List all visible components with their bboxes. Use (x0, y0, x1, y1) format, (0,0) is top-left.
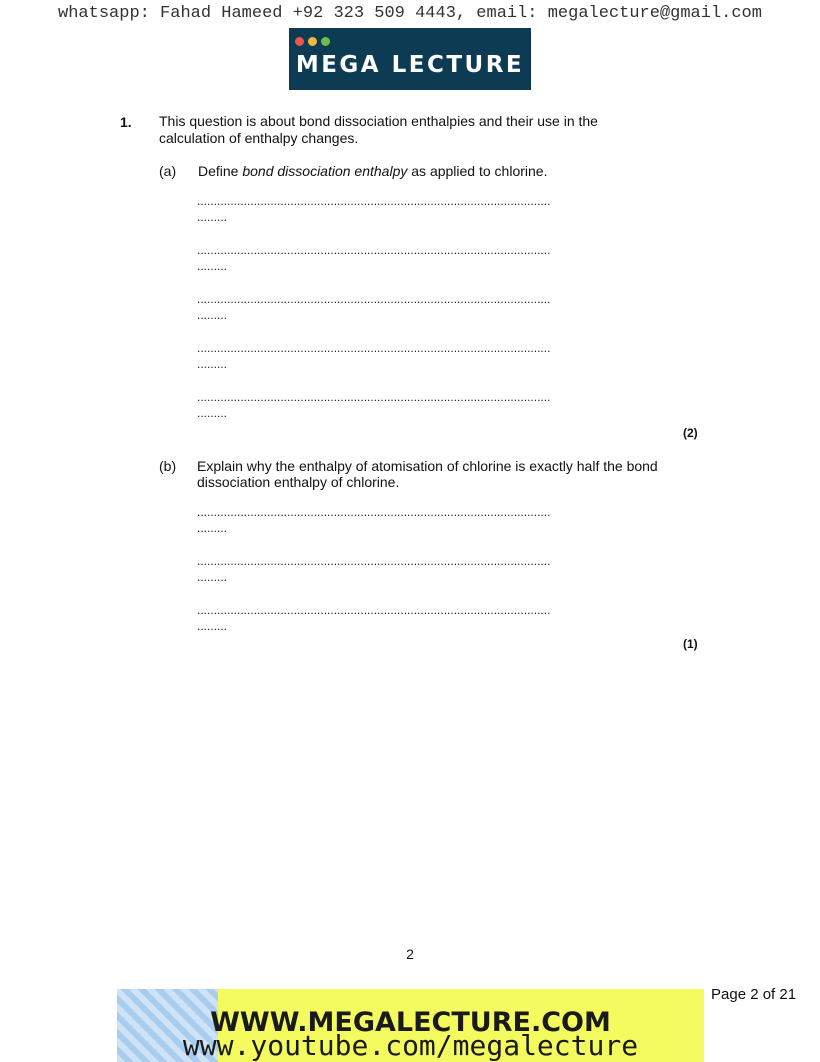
part-b-label: (b) (159, 458, 177, 474)
page-of-total: Page 2 of 21 (711, 986, 797, 1003)
footer-banner[interactable] (117, 989, 704, 1062)
answer-line[interactable]: .......................................................................................................... ......... (197, 390, 551, 420)
part-b-marks: (1) (683, 637, 698, 651)
part-a-prompt (198, 163, 668, 179)
logo-dot-yellow (308, 37, 317, 46)
part-a-text-after: as applied to chlorine. (407, 163, 548, 179)
answer-line[interactable]: .......................................................................................................... ......... (197, 554, 551, 584)
question-intro: This question is about bond dissociation enthalpies and their use in the calculation of enthalpy changes. (159, 113, 598, 146)
part-b-prompt: Explain why the enthalpy of atomisation of chlorine is exactly half the bond dissociation enthalpy of chlorine. (197, 458, 658, 490)
answer-line[interactable]: .......................................................................................................... ......... (197, 341, 551, 371)
website-link[interactable]: WWW.MEGALECTURE.COM (210, 1007, 611, 1038)
logo-dot-green (321, 37, 330, 46)
part-a-term: bond dissociation enthalpy (242, 163, 408, 179)
answer-line[interactable]: .......................................................................................................... ......... (197, 505, 551, 535)
question-number: 1. (120, 114, 132, 130)
part-a-text-before: Define (198, 163, 243, 179)
answer-line[interactable]: .......................................................................................................... ......... (197, 194, 551, 224)
logo-dot-red (295, 37, 304, 46)
part-a-marks: (2) (683, 426, 698, 440)
logo-dots (295, 37, 330, 46)
part-a-label: (a) (159, 163, 177, 179)
mega-lecture-logo (289, 28, 531, 90)
answer-line[interactable]: .......................................................................................................... ......... (197, 243, 551, 273)
page-number: 2 (406, 946, 414, 962)
contact-header: whatsapp: Fahad Hameed +92 323 509 4443, email: megalecture@gmail.com (58, 4, 762, 23)
answer-line[interactable]: .......................................................................................................... ......... (197, 292, 551, 322)
youtube-link[interactable]: www.youtube.com/megalecture (182, 1029, 639, 1062)
logo-text: MEGA LECTURE (295, 52, 525, 78)
answer-line[interactable]: .......................................................................................................... ......... (197, 603, 551, 633)
